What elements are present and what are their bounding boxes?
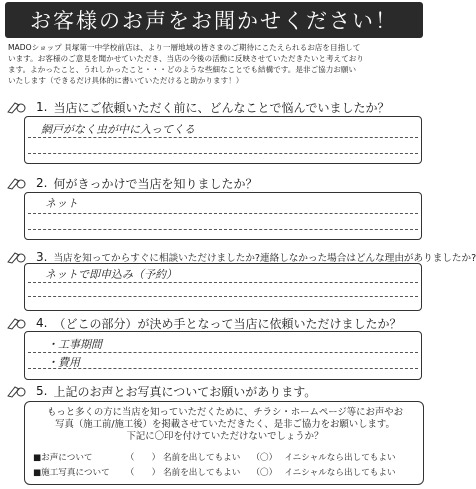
handwritten-answer: ・工事期間 xyxy=(47,338,102,351)
question-text: 当店にご依頼いただく前に、どんなことで悩んでいましたか？ xyxy=(53,100,390,115)
question-number: 2. xyxy=(36,176,48,190)
intro-line: いたします（できるだけ具体的に書いていただけると助かります！） xyxy=(8,76,244,85)
handwritten-answer: 網戸がなく虫が中に入ってくる xyxy=(41,123,195,136)
page-title: お客様のお声をお聞かせください！ xyxy=(30,9,398,33)
question-text: 上記のお声とお写真についてお願いがあります。 xyxy=(53,384,317,399)
name-ok-checkbox[interactable]: （ ） xyxy=(125,468,161,478)
consent-label: ■施工写真について xyxy=(33,468,110,478)
name-ok-option: 名前を出してもよい xyxy=(163,453,241,463)
handwritten-answer: ・費用 xyxy=(47,356,80,369)
question-number: 3. xyxy=(36,250,48,264)
consent-row-voice xyxy=(33,451,421,463)
pencil-hand-icon xyxy=(6,250,28,264)
question-number: 5. xyxy=(36,384,48,398)
pencil-hand-icon xyxy=(6,316,28,330)
intro-text xyxy=(8,42,424,86)
answer-box-4 xyxy=(24,331,422,380)
intro-line: ます。よかったこと、うれしかったこと・・・どのような些細なことでも結構です。是非ご協力お願い xyxy=(8,65,357,74)
answer-box-3 xyxy=(24,263,422,311)
intro-line: MADOショップ 貝塚第一中学校前店は、より一層地域の皆さまのご期待にこたえられるお店を目指して xyxy=(8,43,361,52)
handwritten-answer: ネットで即申込み（予約） xyxy=(45,268,177,281)
initial-ok-option: イニシャルなら出してもよい xyxy=(284,453,396,463)
pencil-hand-icon xyxy=(6,176,28,190)
question-text: 何がきっかけで当店を知りましたか？ xyxy=(53,176,258,191)
name-ok-option: 名前を出してもよい xyxy=(163,468,241,478)
consent-request-text xyxy=(33,407,417,443)
answer-box-1 xyxy=(24,116,422,164)
question-text: 当店を知ってからすぐに相談いただけましたか?連絡しなかった場合はどんな理由がありましたか? xyxy=(53,253,476,264)
consent-line: 下記に〇印を付けていただけないでしょうか？ xyxy=(126,431,324,442)
question-number: 1. xyxy=(36,100,48,114)
name-ok-checkbox[interactable]: （ ） xyxy=(125,453,161,463)
consent-box xyxy=(24,401,424,485)
consent-row-photo xyxy=(33,466,421,478)
consent-line: 写真（施工前/施工後）を掲載させていただきたく、是非ご協力をお願いします。 xyxy=(55,419,395,430)
question-text: （どこの部分）が決め手となって当店に依頼いただけましたか？ xyxy=(53,316,402,331)
consent-label: ■お声について xyxy=(33,453,93,463)
question-number: 4. xyxy=(36,316,48,330)
handwritten-answer: ネット xyxy=(45,197,78,210)
title-banner xyxy=(5,2,423,38)
initial-ok-checkbox[interactable]: （〇） xyxy=(251,453,278,463)
initial-ok-option: イニシャルなら出してもよい xyxy=(284,468,396,478)
answer-box-2 xyxy=(24,192,422,240)
pencil-hand-icon xyxy=(6,100,28,114)
initial-ok-checkbox[interactable]: （〇） xyxy=(251,468,278,478)
pencil-hand-icon xyxy=(6,384,28,398)
intro-line: います。お客様のご意見を聞かせていただき、当店の今後の活動に反映させていただきたいと考えており xyxy=(8,54,364,63)
consent-line: もっと多くの方に当店を知っていただくために、チラシ・ホームページ等にお声やお xyxy=(46,407,404,418)
